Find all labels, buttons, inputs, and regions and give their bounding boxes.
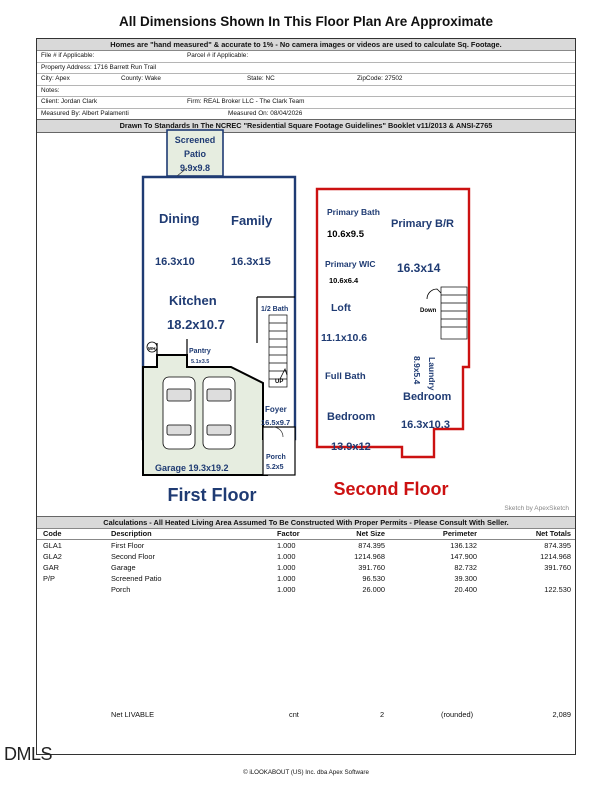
cell-description: Porch: [111, 585, 131, 594]
footer-credit: © iLOOKABOUT (US) Inc. dba Apex Software: [243, 769, 369, 776]
net-livable-rounded: (rounded): [441, 710, 474, 719]
bedroom-2-label: Bedroom: [327, 411, 376, 423]
pantry-dim: 5.1x3.5: [191, 359, 210, 365]
cell-code: GAR: [43, 563, 60, 572]
car-icon-left: [163, 377, 195, 449]
primary-wic-dim: 10.6x6.4: [329, 276, 359, 285]
screened-patio-label: Screened: [174, 135, 216, 145]
first-floor-label: First Floor: [167, 485, 257, 505]
info-row-notes: [37, 86, 575, 98]
net-livable-count: 2: [380, 710, 385, 719]
col-factor: Factor: [277, 529, 300, 538]
firm-field: Firm: REAL Broker LLC - The Clark Team: [187, 98, 305, 105]
bedroom-1-dim: 16.3x10.3: [401, 419, 450, 431]
table-row: [37, 551, 575, 562]
cell-description: First Floor: [111, 541, 145, 550]
cell-code: P/P: [43, 574, 55, 583]
primary-wic-label: Primary WIC: [325, 259, 376, 269]
parcel-field: Parcel # if Applicable:: [187, 52, 249, 59]
standards-note: Drawn To Standards In The NCREC "Residential Square Footage Guidelines" Booklet v11/2013 & ANSI-Z765: [37, 119, 575, 133]
cell-perimeter: 136.132: [450, 541, 477, 550]
notes-field: Notes:: [41, 86, 60, 94]
kitchen-label: Kitchen: [169, 293, 217, 308]
floor-plan-sketch: [37, 127, 575, 553]
cell-description: Screened Patio: [111, 574, 162, 583]
state-field: State: NC: [247, 75, 275, 82]
porch-dim: 5.2x5: [266, 464, 284, 471]
city-field: City: Apex: [41, 75, 70, 82]
dining-label: Dining: [159, 211, 200, 226]
table-header-row: [37, 528, 575, 540]
cell-net-size: 26.000: [362, 585, 385, 594]
family-dim: 16.3x15: [231, 256, 271, 268]
calculations-table: [37, 528, 575, 595]
cell-perimeter: 39.300: [454, 574, 477, 583]
floorplan-frame: [36, 38, 576, 755]
sketch-credit: Sketch by ApexSketch: [504, 505, 569, 512]
county-field: County: Wake: [121, 75, 161, 82]
primary-br-dim: 16.3x14: [397, 261, 441, 275]
col-net-totals: Net Totals: [535, 529, 571, 538]
info-row-client: [37, 97, 575, 109]
col-perimeter: Perimeter: [442, 529, 477, 538]
col-description: Description: [111, 529, 152, 538]
net-livable-total: 2,089: [552, 710, 571, 719]
car-icon-right: [203, 377, 235, 449]
water-heater-label: WH: [148, 346, 156, 351]
laundry-label: Laundry: [427, 357, 437, 391]
patio-label: Patio: [183, 149, 207, 159]
dining-dim: 16.3x10: [155, 256, 195, 268]
measured-by-field: Measured By: Albert Palamenti: [41, 109, 129, 117]
cell-net-total: 1214.968: [540, 552, 571, 561]
address-field: Property Address: 1716 Barrett Run Trail: [41, 63, 157, 71]
down-label: Down: [420, 308, 437, 314]
zip-field: ZipCode: 27502: [357, 75, 403, 82]
cell-factor: 1.000: [277, 574, 296, 583]
screened-patio-dim: 9.9x9.8: [179, 163, 211, 173]
cell-net-total: 874.395: [544, 541, 571, 550]
cell-factor: 1.000: [277, 541, 296, 550]
info-row-file: [37, 51, 575, 63]
cell-net-total: 391.760: [544, 563, 571, 572]
col-code: Code: [43, 529, 62, 538]
laundry-dim: 8.9x5.4: [412, 356, 422, 385]
info-row-measured: [37, 109, 575, 120]
pantry-label: Pantry: [189, 348, 211, 355]
col-net-size: Net Size: [356, 529, 385, 538]
bedroom-1-label: Bedroom: [403, 391, 452, 403]
foyer-label: Foyer: [265, 405, 287, 414]
file-field: File # if Applicable:: [41, 52, 95, 59]
primary-br-label: Primary B/R: [391, 218, 454, 230]
full-bath-label: Full Bath: [325, 371, 366, 382]
dmls-logo: DMLS: [4, 744, 53, 764]
loft-label: Loft: [331, 302, 351, 314]
cell-code: GLA2: [43, 552, 62, 561]
cell-net-size: 874.395: [358, 541, 385, 550]
cell-net-size: 1214.968: [354, 552, 385, 561]
bedroom-2-dim: 13.9x12: [331, 441, 371, 453]
table-row: [37, 562, 575, 573]
kitchen-dim: 18.2x10.7: [167, 317, 225, 332]
page-title: All Dimensions Shown In This Floor Plan Are Approximate: [118, 14, 494, 29]
info-row-city: [37, 74, 575, 86]
cell-description: Second Floor: [111, 552, 155, 561]
cell-factor: 1.000: [277, 552, 296, 561]
cell-description: Garage: [111, 563, 136, 572]
cell-net-size: 391.760: [358, 563, 385, 572]
primary-bath-dim: 10.6x9.5: [327, 229, 364, 240]
cell-code: GLA1: [43, 541, 62, 550]
cell-perimeter: 82.732: [454, 563, 477, 572]
cell-perimeter: 20.400: [454, 585, 477, 594]
client-field: Client: Jordan Clark: [41, 98, 98, 105]
family-label: Family: [231, 213, 273, 228]
second-floor-label: Second Floor: [333, 479, 449, 499]
net-livable-unit: cnt: [289, 710, 299, 719]
up-label: UP: [275, 379, 284, 385]
net-livable-row: [37, 709, 575, 720]
cell-net-size: 96.530: [362, 574, 385, 583]
table-row: [37, 540, 575, 551]
info-row-address: [37, 63, 575, 75]
measured-on-field: Measured On: 08/04/2026: [228, 109, 303, 117]
primary-bath-label: Primary Bath: [327, 207, 380, 217]
header-note: Homes are "hand measured" & accurate to 1% - No camera images or videos are used to calculate Sq. Footage.: [37, 39, 575, 51]
calculations-header: Calculations - All Heated Living Area Assumed To Be Constructed With Proper Permits - Please Consult With Seller.: [37, 516, 575, 529]
table-row: [37, 584, 575, 595]
garage-label: Garage 19.3x19.2: [155, 463, 229, 473]
net-livable-label: Net LIVABLE: [111, 710, 154, 719]
cell-factor: 1.000: [277, 585, 296, 594]
loft-dim: 11.1x10.6: [321, 332, 368, 344]
half-bath-label: 1/2 Bath: [261, 306, 289, 313]
foyer-dim: 16.5x9.7: [261, 418, 291, 427]
porch-label: Porch: [266, 454, 286, 461]
table-row: [37, 573, 575, 584]
cell-perimeter: 147.900: [450, 552, 477, 561]
cell-factor: 1.000: [277, 563, 296, 572]
cell-net-total: 122.530: [544, 585, 571, 594]
